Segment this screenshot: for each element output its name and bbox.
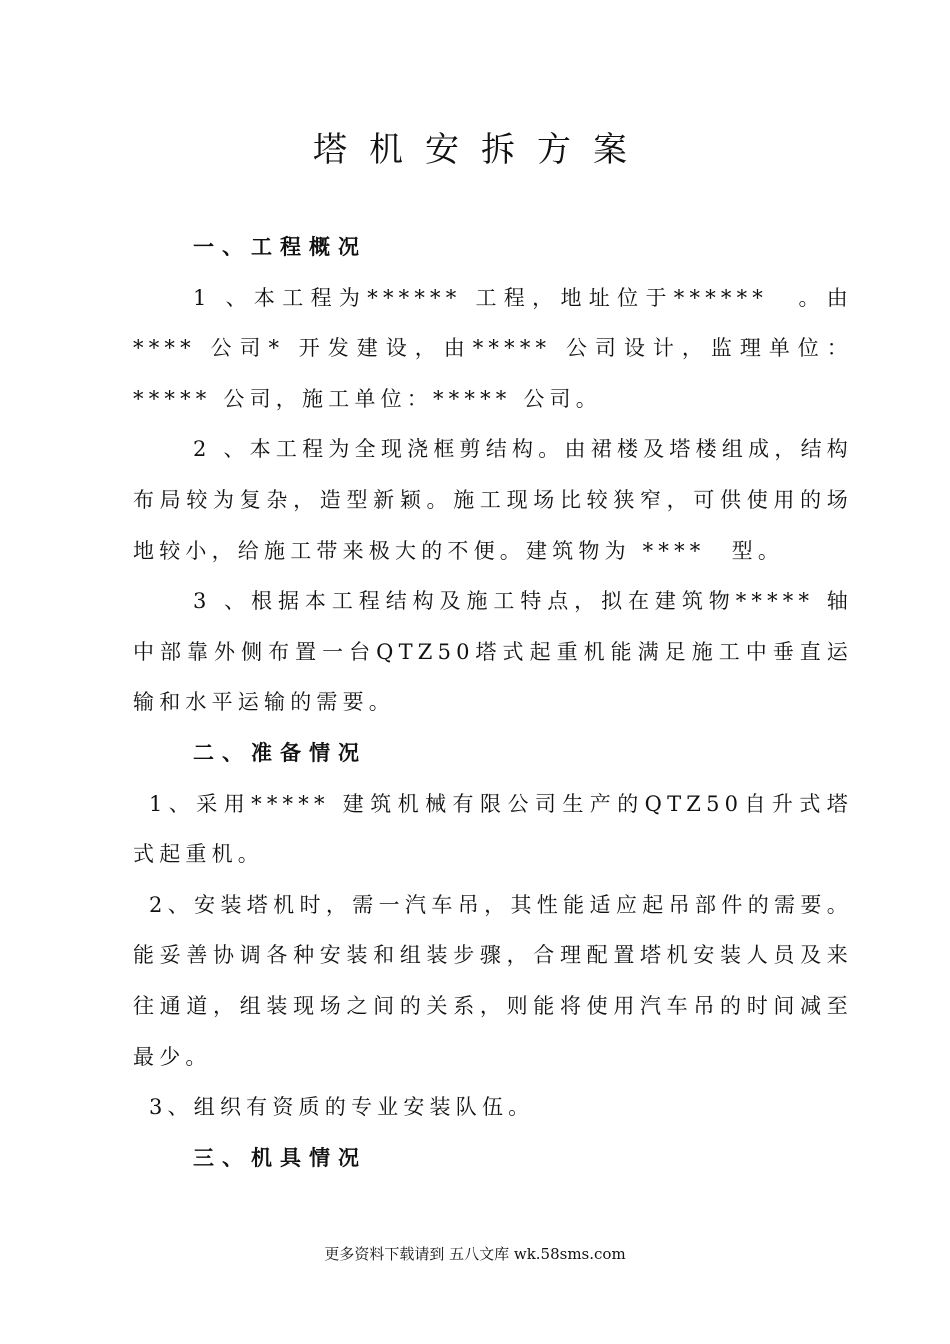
overview-paragraph-2: 2 、本工程为全现浇框剪结构。由裙楼及塔楼组成，结构布局较为复杂，造型新颖。施工现场比较狭窄，可供使用的场地较小，给施工带来极大的不便。建筑物为 **** 型。 (133, 437, 853, 563)
document-body (133, 222, 853, 1183)
section-heading-equipment: 三、机具情况 (193, 1144, 367, 1170)
preparation-item-3: 3、组织有资质的专业安装队伍。 (149, 1095, 535, 1120)
overview-paragraph-1: 1 、本工程为****** 工程，地址位于****** 。由**** 公司* 开发建设，由***** 公司设计，监理单位：***** 公司，施工单位：***** 公司。 (133, 285, 853, 411)
overview-paragraph-3: 3 、根据本工程结构及施工特点，拟在建筑物***** 轴中部靠外侧布置一台QTZ50塔式起重机能满足施工中垂直运输和水平运输的需要。 (133, 589, 853, 715)
section-heading-overview: 一、工程概况 (193, 234, 367, 259)
preparation-item-2: 2、安装塔机时，需一汽车吊，其性能适应起吊部件的需要。能妥善协调各种安装和组装步骤，合理配置塔机安装人员及来往通道，组装现场之间的关系，则能将使用汽车吊的时间减至最少。 (133, 892, 853, 1069)
section-heading-preparation: 二、准备情况 (193, 739, 367, 765)
preparation-item-1: 1、采用***** 建筑机械有限公司生产的QTZ50自升式塔式起重机。 (133, 791, 853, 867)
document-title: 塔机安拆方案 (313, 130, 649, 170)
footer-download-link[interactable]: 更多资料下载请到 五八文库 wk.58sms.com (324, 1245, 626, 1263)
